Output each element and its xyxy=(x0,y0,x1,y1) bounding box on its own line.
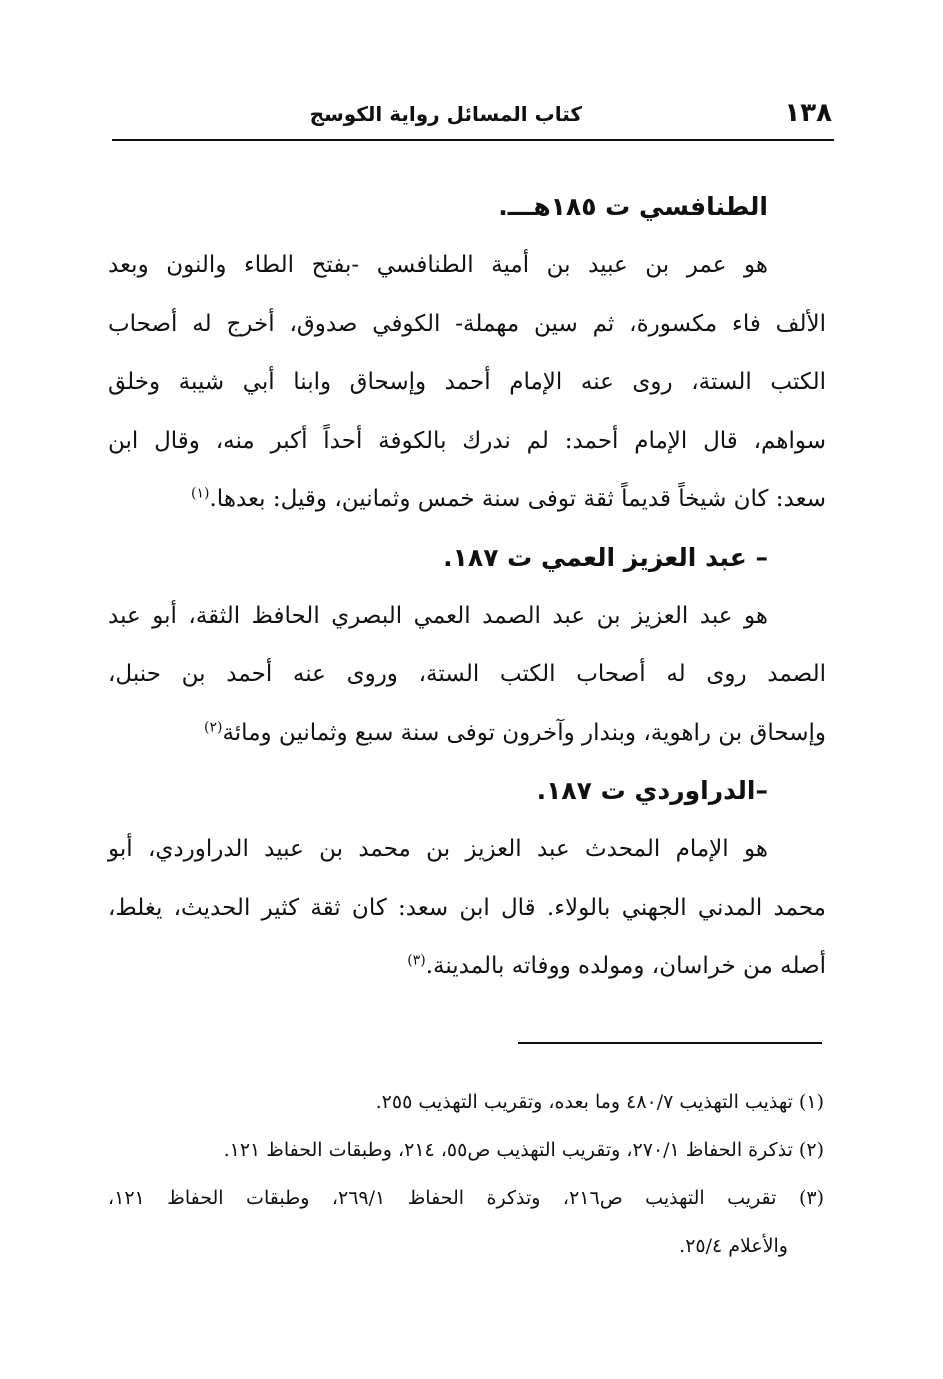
text-line: الكتب الستة، روى عنه الإمام أحمد وإسحاق وابنا أبي شيبة وخلق xyxy=(108,369,826,395)
footnote-mark-3: (٣) xyxy=(407,952,426,969)
text-line: هو الإمام المحدث عبد العزيز بن محمد بن عبيد الدراوردي، أبو xyxy=(108,836,769,862)
running-head xyxy=(112,96,832,136)
text-line: هو عمر بن عبيد بن أمية الطنافسي -بفتح الطاء والنون وبعد xyxy=(108,252,768,278)
section-heading-tanafisi: الطنافسي ت ١٨٥هـــ. xyxy=(498,192,768,221)
paragraph-darawardi xyxy=(108,820,826,996)
paragraph-ammi xyxy=(108,587,826,763)
footnote-1: (١) تهذيب التهذيب ٤٨٠/٧ وما بعده، وتقريب التهذيب ٢٥٥. xyxy=(375,1091,824,1113)
text-line: محمد المدني الجهني بالولاء. قال ابن سعد: كان ثقة كثير الحديث، يغلط، xyxy=(108,894,826,921)
header-rule xyxy=(112,139,834,141)
text-line xyxy=(108,704,826,763)
text-line xyxy=(108,470,826,529)
footnote-mark-1: (١) xyxy=(191,485,210,502)
footnote-rule xyxy=(518,1042,822,1044)
section-heading-ammi: – عبد العزيز العمي ت ١٨٧. xyxy=(443,542,768,572)
page-number: ١٣٨ xyxy=(784,98,832,128)
text-line: الصمد روى له أصحاب الكتب الستة، وروى عنه أحمد بن حنبل، xyxy=(108,661,826,687)
text-line xyxy=(108,937,826,996)
paragraph-tanafisi xyxy=(108,236,826,529)
footnote-mark-2: (٢) xyxy=(203,718,223,735)
footnote-3: (٣) تقريب التهذيب ص٢١٦، وتذكرة الحفاظ ٢٦٩/١، وطبقات الحفاظ ١٢١، xyxy=(108,1187,825,1209)
text-line: هو عبد العزيز بن عبد الصمد العمي البصري الحافظ الثقة، أبو عبد xyxy=(108,602,768,629)
text-line: الألف فاء مكسورة، ثم سين مهملة- الكوفي صدوق، أخرج له أصحاب xyxy=(108,310,826,337)
text-line-content: سعد: كان شيخاً قديماً ثقة توفى سنة خمس وثمانين، وقيل: بعدها. xyxy=(209,486,826,512)
text-line-content: أصله من خراسان، ومولده ووفاته بالمدينة. xyxy=(425,953,826,979)
footnote-3-continued: والأعلام ٢٥/٤. xyxy=(679,1235,788,1257)
text-line-content: وإسحاق بن راهوية، وبندار وآخرون توفى سنة سبع وثمانين ومائة xyxy=(222,719,826,746)
text-line: سواهم، قال الإمام أحمد: لم ندرك بالكوفة أحداً أكبر منه، وقال ابن xyxy=(108,427,826,454)
book-title: كتاب المسائل رواية الكوسج xyxy=(309,102,582,126)
section-heading-darawardi: –الدراوردي ت ١٨٧. xyxy=(536,776,768,805)
main-text xyxy=(108,178,826,996)
footnote-2: (٢) تذكرة الحفاظ ٢٧٠/١، وتقريب التهذيب ص٥٥، ٢١٤، وطبقات الحفاظ ١٢١. xyxy=(223,1139,824,1161)
footnotes xyxy=(108,1078,824,1270)
